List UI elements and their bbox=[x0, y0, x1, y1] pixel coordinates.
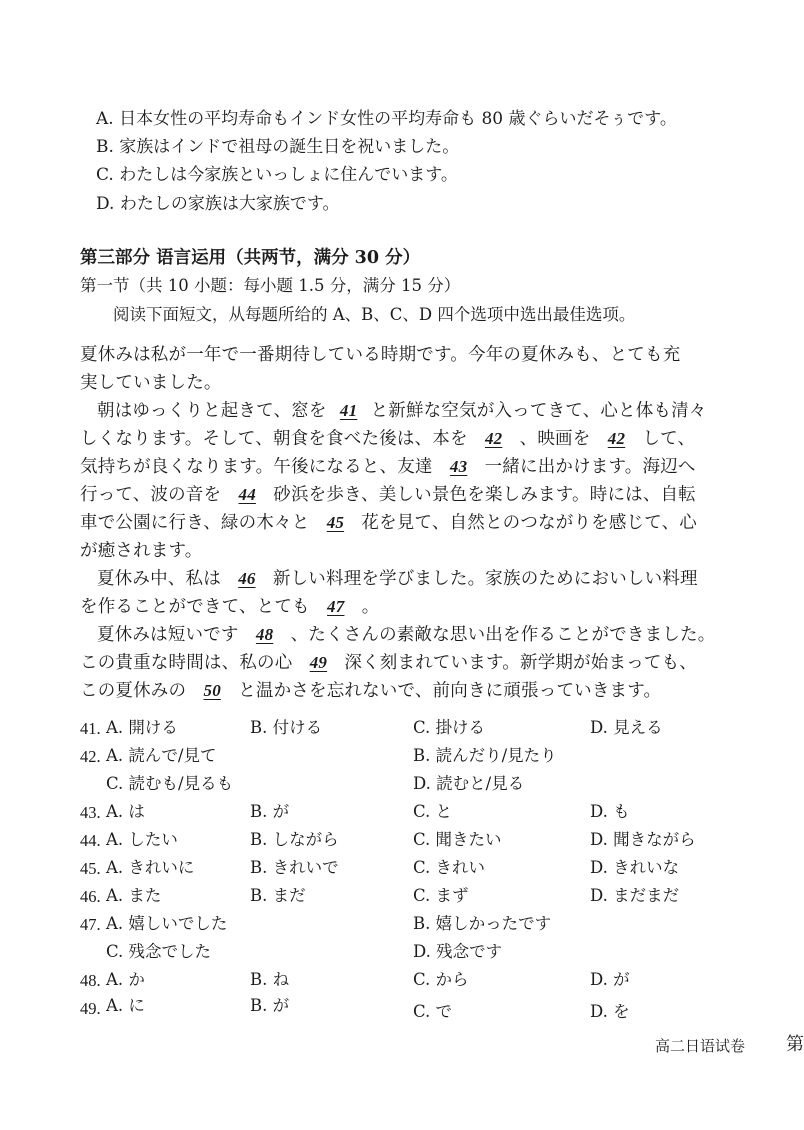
question-number: 46. bbox=[80, 887, 101, 906]
question-number: 45. bbox=[80, 859, 101, 878]
passage-line bbox=[80, 483, 696, 507]
option-a: A. 開ける bbox=[106, 718, 178, 737]
option-c: C. 読むも/見るも bbox=[106, 774, 234, 793]
option-b: B. が bbox=[250, 802, 290, 821]
question-number: 48. bbox=[80, 971, 101, 990]
blank-48: 48 bbox=[255, 625, 274, 644]
passage-text: しくなります。そして、朝食を食べた後は、本を bbox=[80, 429, 468, 449]
option-a: A. また bbox=[106, 886, 162, 905]
prev-option-a: A. 日本女性の平均寿命もインド女性の平均寿命も 80 歳ぐらいだそぅです。 bbox=[96, 109, 677, 129]
option-d: D. 聞きながら bbox=[590, 830, 696, 849]
question-number: 47. bbox=[80, 915, 101, 934]
option-a: A. か bbox=[106, 970, 145, 989]
option-b: B. きれいで bbox=[250, 858, 339, 877]
passage-line bbox=[80, 455, 696, 479]
passage-line bbox=[80, 511, 697, 535]
blank-50: 50 bbox=[203, 681, 221, 700]
option-a: A. に bbox=[106, 996, 145, 1015]
question-number: 41. bbox=[80, 719, 101, 738]
option-a: A. きれいに bbox=[106, 858, 195, 877]
passage-text: 夏休みは私が一年で一番期待している時期です。今年の夏休みも、とても充 bbox=[80, 345, 681, 365]
passage-line bbox=[97, 567, 698, 591]
prev-option-d: D. わたしの家族は大家族です。 bbox=[96, 194, 340, 214]
passage-text: 砂浜を歩き、美しい景色を楽しみます。時には、自転 bbox=[273, 485, 696, 505]
option-b: B. 付ける bbox=[250, 718, 323, 737]
blank-46: 46 bbox=[238, 569, 256, 588]
passage-line bbox=[97, 399, 707, 423]
footer-page-fragment: 第 bbox=[786, 1034, 804, 1055]
passage-text: 新しい料理を学びました。家族のためにおいしい料理 bbox=[272, 569, 698, 589]
passage-text: 。 bbox=[361, 597, 380, 617]
option-c: C. 残念でした bbox=[106, 942, 212, 961]
passage-text: 気持ちが良くなります。午後になると、友達 bbox=[80, 457, 433, 477]
passage-text: 車で公園に行き、緑の木々と bbox=[80, 513, 310, 533]
question-number: 49. bbox=[80, 999, 101, 1018]
passage-line bbox=[80, 679, 661, 703]
option-a: A. は bbox=[106, 802, 145, 821]
blank-42: 42 bbox=[607, 429, 626, 448]
option-c: C. 聞きたい bbox=[413, 830, 502, 849]
passage-text: が癒されます。 bbox=[80, 541, 203, 561]
prev-option-c: C. わたしは今家族といっしょに住んでいます。 bbox=[96, 165, 458, 185]
passage-line bbox=[80, 595, 379, 619]
passage-text: して、 bbox=[642, 429, 696, 449]
option-c: C. から bbox=[413, 970, 469, 989]
blank-43: 43 bbox=[449, 457, 468, 476]
option-d: D. きれいな bbox=[590, 858, 680, 877]
passage-text: 行って、波の音を bbox=[80, 485, 222, 505]
option-c: C. きれい bbox=[413, 858, 486, 877]
option-d: D. 残念です bbox=[413, 942, 503, 961]
passage-text: 、映画を bbox=[519, 429, 591, 449]
passage-line bbox=[80, 427, 695, 451]
option-a: A. 読んで/見て bbox=[106, 746, 217, 765]
option-c: C. まず bbox=[413, 886, 469, 905]
blank-44: 44 bbox=[238, 485, 256, 504]
passage-text: と新鮮な空気が入ってきて、心と体も清々 bbox=[370, 401, 707, 421]
blank-47: 47 bbox=[327, 597, 345, 616]
section-subtitle: 第一节（共 10 小题：每小题 1.5 分，满分 15 分） bbox=[80, 276, 461, 295]
option-d: D. 読むと/見る bbox=[413, 774, 525, 793]
passage-text: この貴重な時間は、私の心 bbox=[80, 653, 293, 673]
blank-45: 45 bbox=[326, 513, 345, 532]
passage-text: 、たくさんの素敵な思い出を作ることができました。 bbox=[290, 625, 716, 645]
option-b: B. ね bbox=[250, 970, 290, 989]
blank-41: 41 bbox=[339, 401, 358, 420]
passage-line bbox=[97, 623, 715, 647]
section-title: 第三部分 语言运用（共两节，满分 30 分） bbox=[80, 248, 421, 268]
option-d: D. まだまだ bbox=[590, 886, 680, 905]
blank-49: 49 bbox=[309, 653, 328, 672]
option-c: C. と bbox=[413, 802, 453, 821]
option-b: B. 嬉しかったです bbox=[413, 914, 552, 933]
question-number: 44. bbox=[80, 831, 101, 850]
passage-text: 夏休み中、私は bbox=[97, 569, 221, 589]
option-a: A. 嬉しいでした bbox=[106, 914, 228, 933]
blank-42: 42 bbox=[484, 429, 503, 448]
question-number: 43. bbox=[80, 803, 101, 822]
passage-text: この夏休みの bbox=[80, 681, 187, 701]
option-b: B. 読んだり/見たり bbox=[413, 746, 557, 765]
passage-text: 花を見て、自然とのつながりを感じて、心 bbox=[361, 513, 698, 533]
passage-text: 一緒に出かけます。海辺へ bbox=[484, 457, 696, 477]
option-b: B. が bbox=[250, 996, 290, 1015]
prev-option-b: B. 家族はインドで祖母の誕生日を祝いました。 bbox=[96, 137, 460, 157]
option-c: C. で bbox=[413, 1002, 453, 1021]
footer-label: 高二日语试卷 bbox=[655, 1037, 746, 1055]
section-instruction: 阅读下面短文，从每题所给的 A、B、C、D 四个选项中选出最佳选项。 bbox=[113, 305, 636, 324]
passage-line bbox=[80, 539, 203, 563]
passage-text: 夏休みは短いです bbox=[97, 625, 239, 645]
option-a: A. したい bbox=[106, 830, 178, 849]
passage-line bbox=[80, 343, 680, 367]
passage-line bbox=[80, 371, 222, 395]
option-b: B. しながら bbox=[250, 830, 339, 849]
option-b: B. まだ bbox=[250, 886, 306, 905]
passage-text: と温かさを忘れないで、前向きに頑張っていきます。 bbox=[238, 681, 662, 701]
question-number: 42. bbox=[80, 747, 101, 766]
passage-text: 深く刻まれています。新学期が始まっても、 bbox=[344, 653, 698, 673]
option-d: D. も bbox=[590, 802, 630, 821]
option-d: D. 見える bbox=[590, 718, 663, 737]
passage-text: を作ることができて、とても bbox=[80, 597, 310, 617]
passage-line bbox=[80, 651, 697, 675]
option-d: D. を bbox=[590, 1002, 630, 1021]
passage-text: 朝はゆっくりと起きて、窓を bbox=[97, 401, 327, 421]
passage-text: 実していました。 bbox=[80, 373, 222, 393]
option-c: C. 掛ける bbox=[413, 718, 486, 737]
option-d: D. が bbox=[590, 970, 630, 989]
